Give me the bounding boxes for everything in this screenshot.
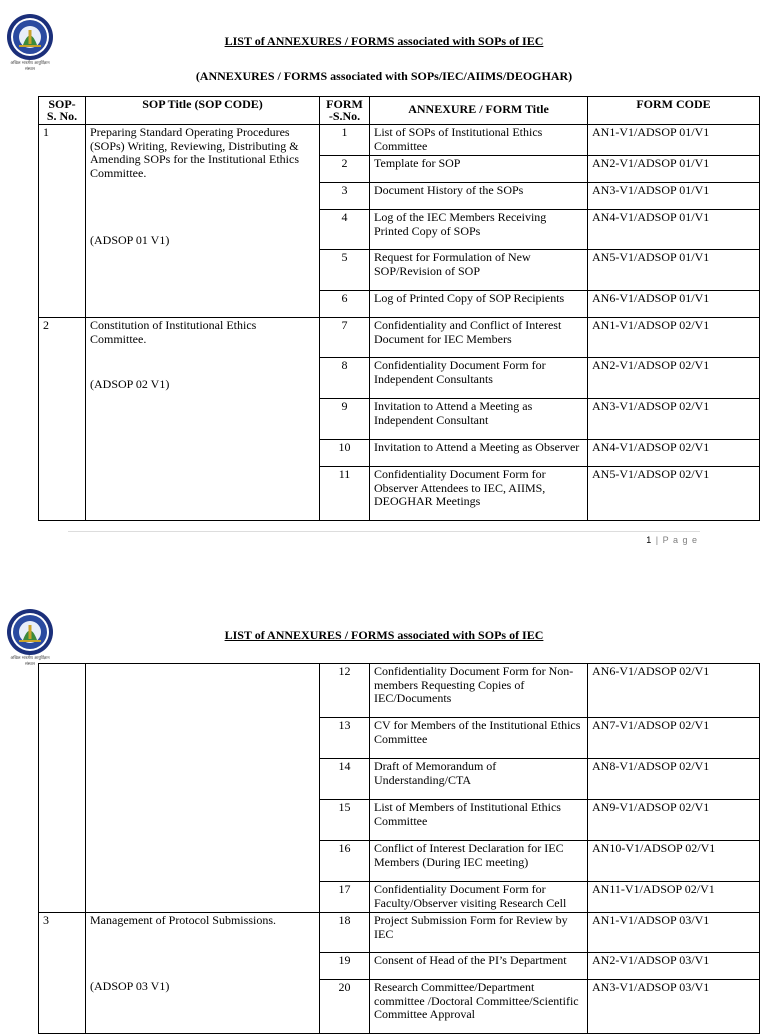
form-title: Request for Formulation of New SOP/Revision of SOP: [370, 250, 588, 291]
document-title: LIST of ANNEXURES / FORMS associated with SOPs of IEC: [224, 628, 544, 642]
form-sno: 12: [320, 664, 370, 718]
footer-separator: |: [652, 535, 663, 545]
form-title: Confidentiality and Conflict of Interest Document for IEC Members: [370, 318, 588, 358]
form-sno: 10: [320, 440, 370, 467]
form-code: AN3-V1/ADSOP 03/V1: [588, 980, 760, 1034]
sop-sno: 1: [39, 125, 86, 318]
header-sop-title: SOP Title (SOP CODE): [86, 97, 320, 125]
form-code: AN4-V1/ADSOP 02/V1: [588, 440, 760, 467]
sop-title-cell: [86, 318, 320, 521]
form-sno: 1: [320, 125, 370, 156]
form-sno: 15: [320, 800, 370, 841]
form-title: List of Members of Institutional Ethics Committee: [370, 800, 588, 841]
form-sno: 2: [320, 156, 370, 183]
form-sno: 20: [320, 980, 370, 1034]
annexure-table-page2: [38, 663, 760, 1034]
form-title: CV for Members of the Institutional Ethics Committee: [370, 718, 588, 759]
sop-sno: 3: [39, 913, 86, 1034]
sop-title: Management of Protocol Submissions.: [90, 913, 276, 927]
header-sop-sno: SOP- S. No.: [39, 97, 86, 125]
annexure-table-page1: [38, 96, 760, 521]
footer-page-label: P a g e: [662, 535, 698, 545]
form-code: AN5-V1/ADSOP 02/V1: [588, 467, 760, 521]
form-code: AN2-V1/ADSOP 02/V1: [588, 358, 760, 399]
form-title: Log of Printed Copy of SOP Recipients: [370, 291, 588, 318]
document-title: LIST of ANNEXURES / FORMS associated with SOPs of IEC: [224, 34, 544, 48]
table-row: [39, 913, 760, 953]
form-code: AN1-V1/ADSOP 02/V1: [588, 318, 760, 358]
form-title: Conflict of Interest Declaration for IEC Members (During IEC meeting): [370, 841, 588, 882]
form-title: Invitation to Attend a Meeting as Observer: [370, 440, 588, 467]
form-title: Consent of Head of the PI’s Department: [370, 953, 588, 980]
header-form-code: FORM CODE: [588, 97, 760, 125]
form-code: AN1-V1/ADSOP 03/V1: [588, 913, 760, 953]
form-title: Confidentiality Document Form for Faculty/Observer visiting Research Cell: [370, 882, 588, 913]
header-annex-title: ANNEXURE / FORM Title: [370, 97, 588, 125]
logo-caption: अखिल भारतीय आयुर्विज्ञान संस्थान: [10, 655, 50, 666]
sop-title-cell: [86, 125, 320, 318]
form-sno: 11: [320, 467, 370, 521]
page-footer: [646, 535, 698, 545]
form-code: AN8-V1/ADSOP 02/V1: [588, 759, 760, 800]
document-subtitle: (ANNEXURES / FORMS associated with SOPs/IEC/AIIMS/DEOGHAR): [195, 69, 573, 83]
form-sno: 4: [320, 210, 370, 250]
form-sno: 16: [320, 841, 370, 882]
form-title: Confidentiality Document Form for Independent Consultants: [370, 358, 588, 399]
form-code: AN3-V1/ADSOP 02/V1: [588, 399, 760, 440]
header-form-sno: FORM -S.No.: [320, 97, 370, 125]
form-title: List of SOPs of Institutional Ethics Committee: [370, 125, 588, 156]
form-title: Confidentiality Document Form for Observer Attendees to IEC, AIIMS, DEOGHAR Meetings: [370, 467, 588, 521]
table-row: [39, 318, 760, 358]
sop-title: Constitution of Institutional Ethics Committee.: [90, 318, 257, 346]
form-sno: 17: [320, 882, 370, 913]
form-title: Log of the IEC Members Receiving Printed Copy of SOPs: [370, 210, 588, 250]
form-code: AN6-V1/ADSOP 02/V1: [588, 664, 760, 718]
form-sno: 6: [320, 291, 370, 318]
form-code: AN1-V1/ADSOP 01/V1: [588, 125, 760, 156]
form-sno: 7: [320, 318, 370, 358]
form-title: Draft of Memorandum of Understanding/CTA: [370, 759, 588, 800]
form-code: AN5-V1/ADSOP 01/V1: [588, 250, 760, 291]
page-number: 1: [646, 535, 653, 545]
form-sno: 18: [320, 913, 370, 953]
form-title: Document History of the SOPs: [370, 183, 588, 210]
form-sno: 9: [320, 399, 370, 440]
logo-caption: अखिल भारतीय आयुर्विज्ञान संस्थान: [10, 60, 50, 71]
form-code: AN2-V1/ADSOP 03/V1: [588, 953, 760, 980]
form-code: AN9-V1/ADSOP 02/V1: [588, 800, 760, 841]
sop-sno: 2: [39, 318, 86, 521]
form-sno: 13: [320, 718, 370, 759]
sop-code: (ADSOP 01 V1): [90, 233, 170, 247]
form-code: AN11-V1/ADSOP 02/V1: [588, 882, 760, 913]
sop-title-cell: [86, 913, 320, 1034]
form-sno: 14: [320, 759, 370, 800]
form-title: Confidentiality Document Form for Non-members Requesting Copies of IEC/Documents: [370, 664, 588, 718]
form-sno: 8: [320, 358, 370, 399]
form-title: Research Committee/Department committee /Doctoral Committee/Scientific Committee Approval: [370, 980, 588, 1034]
form-sno: 19: [320, 953, 370, 980]
form-code: AN7-V1/ADSOP 02/V1: [588, 718, 760, 759]
sop-title-empty: [86, 664, 320, 913]
form-title: Template for SOP: [370, 156, 588, 183]
table-row: [39, 664, 760, 718]
form-title: Invitation to Attend a Meeting as Independent Consultant: [370, 399, 588, 440]
form-sno: 3: [320, 183, 370, 210]
sop-title: Preparing Standard Operating Procedures (SOPs) Writing, Reviewing, Distributing & Amending SOPs for the Institutional Ethics Committee.: [90, 125, 299, 180]
form-code: AN10-V1/ADSOP 02/V1: [588, 841, 760, 882]
sop-code: (ADSOP 03 V1): [90, 978, 170, 993]
form-code: AN6-V1/ADSOP 01/V1: [588, 291, 760, 318]
form-code: AN2-V1/ADSOP 01/V1: [588, 156, 760, 183]
footer-divider: [68, 531, 700, 532]
form-sno: 5: [320, 250, 370, 291]
sop-code: (ADSOP 02 V1): [90, 377, 170, 391]
form-title: Project Submission Form for Review by IEC: [370, 913, 588, 953]
form-code: AN4-V1/ADSOP 01/V1: [588, 210, 760, 250]
sop-sno-empty: [39, 664, 86, 913]
table-row: [39, 125, 760, 156]
form-code: AN3-V1/ADSOP 01/V1: [588, 183, 760, 210]
